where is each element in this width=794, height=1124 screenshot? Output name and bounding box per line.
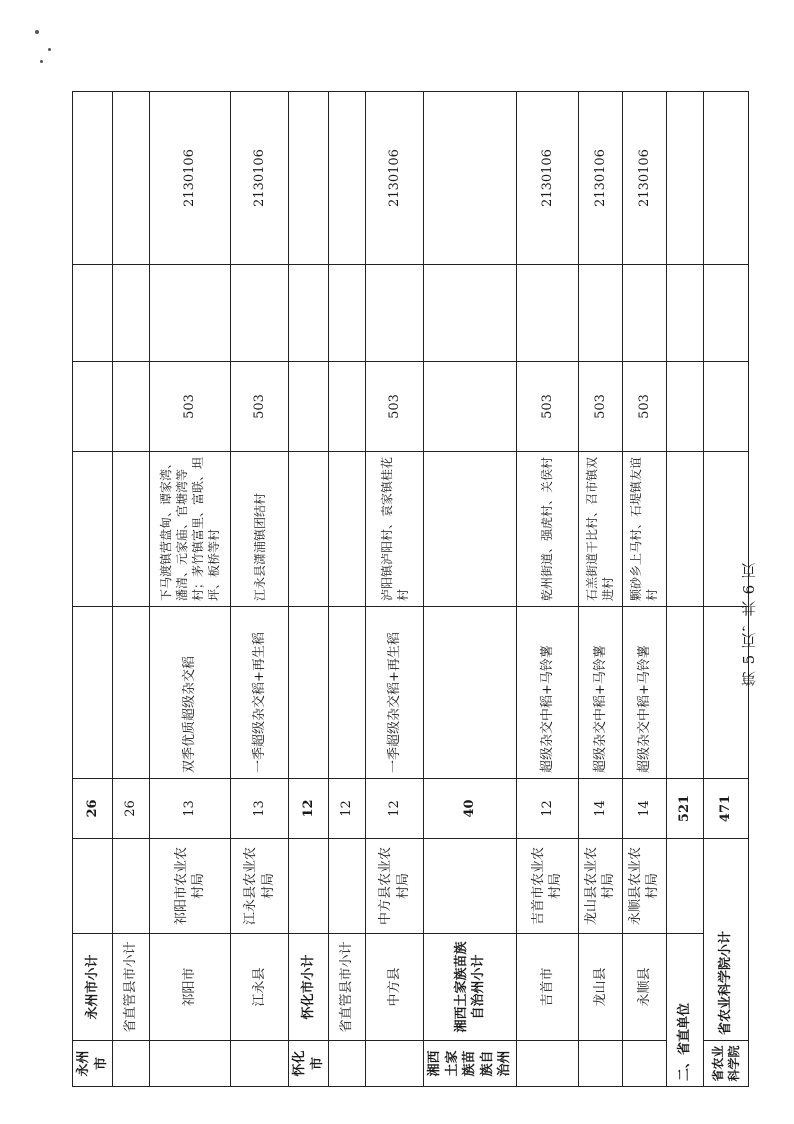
table-cell-c7: 503 (231, 362, 289, 452)
table-cell-c4: 12 (516, 779, 578, 839)
table-cell-c9: 2130106 (578, 92, 622, 265)
table-cell-c7: 503 (578, 362, 622, 452)
table-cell-c3: 吉首市农业农村局 (516, 839, 578, 934)
table-cell-c6 (424, 452, 517, 607)
table-cell-c1 (516, 1041, 578, 1087)
table-cell-c1 (113, 1041, 150, 1087)
page-footer: 第 5 页，共 6 页 (740, 562, 758, 687)
table-cell-c8 (366, 265, 424, 362)
table-cell-c5: 超级杂交中稻+马铃薯 (516, 607, 578, 779)
table-cell-empty (666, 265, 703, 362)
table-cell-empty (703, 362, 748, 452)
table-cell-c4: 12 (329, 779, 366, 839)
academy-unit: 省农业科学院 (703, 1041, 748, 1087)
table-row (622, 92, 666, 1087)
table-cell-c3 (424, 839, 517, 934)
table-cell-c9 (113, 92, 150, 265)
table-cell-c4: 26 (73, 779, 113, 839)
table-cell-c4: 14 (622, 779, 666, 839)
table-cell-c9 (329, 92, 366, 265)
table-cell-c2: 永顺县 (622, 934, 666, 1041)
table-cell-c1: 湘西土家族苗族自治州 (424, 1041, 517, 1087)
table-cell-c3 (113, 839, 150, 934)
table-cell-c7: 503 (366, 362, 424, 452)
scan-speck (35, 30, 39, 34)
table-row-section2 (666, 92, 703, 1087)
table-cell-c7: 503 (150, 362, 231, 452)
table-cell-c1: 永州市 (73, 1041, 113, 1087)
table-cell-c7: 503 (622, 362, 666, 452)
table-cell-c4: 14 (578, 779, 622, 839)
table-cell-c2: 怀化市小计 (289, 934, 329, 1041)
table-cell-c8 (73, 265, 113, 362)
table-cell-c8 (516, 265, 578, 362)
table-cell-c5 (329, 607, 366, 779)
table-cell-empty (703, 265, 748, 362)
table-cell-c6: 石羔街道干比村、召市镇双进村 (578, 452, 622, 607)
table-cell-c5: 一季超级杂交稻+再生稻 (366, 607, 424, 779)
table-cell-c4: 13 (150, 779, 231, 839)
table-cell-c3: 江永县农业农村局 (231, 839, 289, 934)
table-cell-c4: 26 (113, 779, 150, 839)
table-cell-c5 (113, 607, 150, 779)
table-cell-c9: 2130106 (150, 92, 231, 265)
table-row (516, 92, 578, 1087)
table-cell-c3 (289, 839, 329, 934)
table-cell-c5: 双季优质超级杂交稻 (150, 607, 231, 779)
table-cell-c8 (150, 265, 231, 362)
table-cell-c3 (329, 839, 366, 934)
table-cell-c7 (73, 362, 113, 452)
academy-value: 471 (703, 779, 748, 839)
table-cell-c6: 泸阳镇泸阳村、袁家镇桂花村 (366, 452, 424, 607)
table-cell-c8 (113, 265, 150, 362)
table-cell-empty (666, 92, 703, 265)
scan-speck (48, 48, 51, 51)
table-cell-c2: 龙山县 (578, 934, 622, 1041)
table-cell-c8 (289, 265, 329, 362)
table-cell-c2: 江永县 (231, 934, 289, 1041)
table-cell-c5 (73, 607, 113, 779)
table-cell-c7 (289, 362, 329, 452)
table-cell-c2: 吉首市 (516, 934, 578, 1041)
table-cell-c4: 13 (231, 779, 289, 839)
academy-subtotal: 省农业科学院小计 (703, 839, 748, 1041)
table-cell-c2: 湘西土家族苗族自治州小计 (424, 934, 517, 1041)
table-cell-c8 (424, 265, 517, 362)
table-cell-c3: 龙山县农业农村局 (578, 839, 622, 934)
table-cell-c9: 2130106 (366, 92, 424, 265)
table-cell-c7: 503 (516, 362, 578, 452)
table-cell-c5: 一季超级杂交稻+再生稻 (231, 607, 289, 779)
table-row (113, 92, 150, 1087)
table-cell-c2: 祁阳市 (150, 934, 231, 1041)
table-cell-c9 (73, 92, 113, 265)
table-cell-c5 (289, 607, 329, 779)
section2-label: 二、省直单位 (666, 934, 703, 1087)
table-cell-c8 (578, 265, 622, 362)
table-cell-c3 (73, 839, 113, 934)
table-cell-empty (666, 607, 703, 779)
table-cell-c6 (329, 452, 366, 607)
table-cell-c1 (366, 1041, 424, 1087)
table-cell-c3: 中方县农业农村局 (366, 839, 424, 934)
table-row (73, 92, 113, 1087)
table-cell-c2: 省直管县市小计 (329, 934, 366, 1041)
table-cell-c5: 超级杂交中稻+马铃薯 (578, 607, 622, 779)
table-cell-c1 (231, 1041, 289, 1087)
table-cell-empty (703, 92, 748, 265)
table-cell-c6: 下马渡镇营盘甸、谭家湾、潘清、元家庙、官塘湾等村；茅竹镇富里、富联、坦坪、板桥等村 (150, 452, 231, 607)
table-cell-c2: 永州市小计 (73, 934, 113, 1041)
table-cell-c7 (424, 362, 517, 452)
table-cell-c5 (424, 607, 517, 779)
table-cell-c3: 永顺县农业农村局 (622, 839, 666, 934)
table-cell-c1 (329, 1041, 366, 1087)
table-cell-c3: 祁阳市农业农村局 (150, 839, 231, 934)
table-cell-c8 (329, 265, 366, 362)
table-row (329, 92, 366, 1087)
table-cell-c6: 乾州街道、强虎村、关侯村 (516, 452, 578, 607)
table-row (424, 92, 517, 1087)
table-cell-c9: 2130106 (516, 92, 578, 265)
table-cell-c7 (113, 362, 150, 452)
rotated-table-wrapper (72, 92, 741, 1087)
table-cell-c6: 颗砂乡上马村、石堤镇友谊村 (622, 452, 666, 607)
table-cell-c6 (289, 452, 329, 607)
table-cell-c1 (622, 1041, 666, 1087)
scan-speck (40, 60, 43, 63)
table-cell-c4: 40 (424, 779, 517, 839)
allocation-table (72, 91, 749, 1087)
table-row (366, 92, 424, 1087)
table-cell-c9 (289, 92, 329, 265)
table-cell-c8 (622, 265, 666, 362)
table-cell-c2: 中方县 (366, 934, 424, 1041)
table-cell-empty (666, 362, 703, 452)
table-cell-c6 (73, 452, 113, 607)
table-cell-c4: 12 (289, 779, 329, 839)
table-cell-c2: 省直管县市小计 (113, 934, 150, 1041)
section2-value: 521 (666, 779, 703, 839)
table-cell-empty (666, 452, 703, 607)
table-cell-c6: 江永县潇浦镇团结村 (231, 452, 289, 607)
table-row (231, 92, 289, 1087)
table-cell-c9 (424, 92, 517, 265)
table-cell-c1: 怀化市 (289, 1041, 329, 1087)
table-cell-c4: 12 (366, 779, 424, 839)
table-cell-c1 (578, 1041, 622, 1087)
table-cell-c9: 2130106 (231, 92, 289, 265)
table-row (289, 92, 329, 1087)
table-cell-c8 (231, 265, 289, 362)
table-cell-c6 (113, 452, 150, 607)
table-cell-empty (666, 839, 703, 934)
table-row (578, 92, 622, 1087)
table-cell-c7 (329, 362, 366, 452)
table-cell-c1 (150, 1041, 231, 1087)
table-cell-c5: 超级杂交中稻+马铃薯 (622, 607, 666, 779)
table-row (150, 92, 231, 1087)
table-cell-c9: 2130106 (622, 92, 666, 265)
